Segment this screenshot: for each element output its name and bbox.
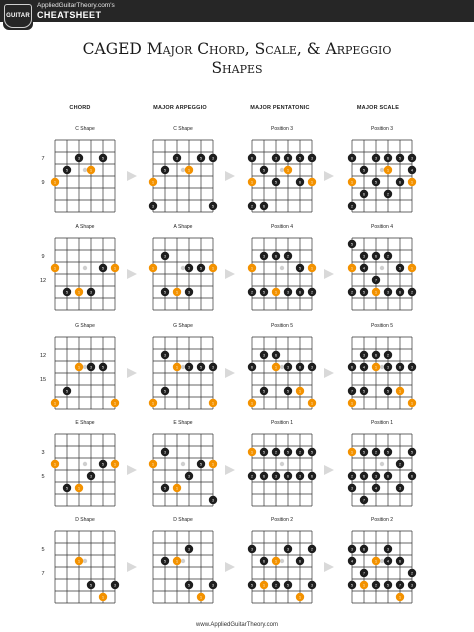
note-degree: 5 xyxy=(102,462,104,467)
diagram-label: C Shape xyxy=(173,126,193,132)
note-degree: 6 xyxy=(299,365,301,370)
inlay-dot xyxy=(83,462,87,466)
note-degree: 7 xyxy=(351,389,353,394)
inlay-dot xyxy=(181,266,185,270)
note-degree: 6 xyxy=(375,353,377,358)
note-degree: 3 xyxy=(90,365,92,370)
note-degree: 1 xyxy=(54,180,56,185)
note-degree: 6 xyxy=(299,290,301,295)
note-degree: 5 xyxy=(263,290,265,295)
note-degree: 5 xyxy=(200,266,202,271)
note-degree: 1 xyxy=(188,168,190,173)
note-degree: 3 xyxy=(188,290,190,295)
footer-url[interactable]: www.AppliedGuitarTheory.com xyxy=(196,622,278,628)
note-degree: 5 xyxy=(200,365,202,370)
note-degree: 3 xyxy=(399,486,401,491)
note-degree: 1 xyxy=(176,290,178,295)
note-degree: 6 xyxy=(363,547,365,552)
inlay-dot xyxy=(181,462,185,466)
diagram-label: Position 2 xyxy=(371,517,393,523)
note-degree: 5 xyxy=(387,583,389,588)
note-degree: 5 xyxy=(102,365,104,370)
note-degree: 1 xyxy=(411,401,413,406)
note-degree: 6 xyxy=(263,474,265,479)
note-degree: 5 xyxy=(263,450,265,455)
note-degree: 7 xyxy=(375,278,377,283)
note-degree: 3 xyxy=(152,204,154,209)
inlay-dot xyxy=(280,365,284,369)
note-degree: 5 xyxy=(164,559,166,564)
arrow-icon xyxy=(324,171,334,181)
note-degree: 3 xyxy=(351,486,353,491)
note-degree: 5 xyxy=(351,583,353,588)
note-degree: 3 xyxy=(375,156,377,161)
note-degree: 5 xyxy=(363,168,365,173)
note-degree: 1 xyxy=(251,450,253,455)
note-degree: 1 xyxy=(311,180,313,185)
note-degree: 1 xyxy=(351,450,353,455)
fret-number: 15 xyxy=(39,377,47,383)
note-degree: 3 xyxy=(212,498,214,503)
note-degree: 3 xyxy=(387,290,389,295)
diagram-label: A Shape xyxy=(173,224,193,230)
note-degree: 7 xyxy=(363,571,365,576)
note-degree: 4 xyxy=(351,559,353,564)
diagram-label: D Shape xyxy=(75,517,95,523)
note-degree: 5 xyxy=(387,389,389,394)
note-degree: 2 xyxy=(311,290,313,295)
note-degree: 1 xyxy=(263,583,265,588)
note-degree: 3 xyxy=(164,450,166,455)
note-degree: 1 xyxy=(375,290,377,295)
note-degree: 1 xyxy=(54,266,56,271)
note-degree: 5 xyxy=(212,204,214,209)
fret-number: 7 xyxy=(41,571,45,577)
note-degree: 2 xyxy=(351,290,353,295)
column-header-chord: CHORD xyxy=(69,105,91,111)
note-degree: 1 xyxy=(251,180,253,185)
note-degree: 1 xyxy=(275,559,277,564)
fret-number: 3 xyxy=(41,450,45,456)
inlay-dot xyxy=(380,559,384,563)
note-degree: 1 xyxy=(287,168,289,173)
fret-number: 7 xyxy=(41,156,45,162)
note-degree: 1 xyxy=(275,365,277,370)
note-degree: 4 xyxy=(363,365,365,370)
note-degree: 5 xyxy=(311,450,313,455)
arrow-icon xyxy=(324,465,334,475)
note-degree: 6 xyxy=(375,254,377,259)
note-degree: 2 xyxy=(299,450,301,455)
note-degree: 3 xyxy=(363,353,365,358)
note-degree: 5 xyxy=(299,266,301,271)
note-degree: 1 xyxy=(375,559,377,564)
note-degree: 2 xyxy=(311,547,313,552)
note-degree: 3 xyxy=(275,156,277,161)
note-degree: 5 xyxy=(399,156,401,161)
note-degree: 1 xyxy=(251,266,253,271)
note-degree: 4 xyxy=(363,266,365,271)
note-degree: 1 xyxy=(387,168,389,173)
note-degree: 1 xyxy=(212,266,214,271)
inlay-dot xyxy=(280,266,284,270)
note-degree: 5 xyxy=(66,168,68,173)
note-degree: 1 xyxy=(399,595,401,600)
diagram-label: E Shape xyxy=(75,420,95,426)
inlay-dot xyxy=(380,168,384,172)
note-degree: 3 xyxy=(275,474,277,479)
note-degree: 6 xyxy=(287,474,289,479)
note-degree: 3 xyxy=(176,156,178,161)
note-degree: 1 xyxy=(363,583,365,588)
note-degree: 3 xyxy=(387,547,389,552)
fret-number: 5 xyxy=(41,474,45,480)
note-degree: 5 xyxy=(351,242,353,247)
note-degree: 6 xyxy=(387,156,389,161)
note-degree: 6 xyxy=(311,474,313,479)
note-degree: 6 xyxy=(299,180,301,185)
note-degree: 1 xyxy=(176,365,178,370)
site-name: AppliedGuitarTheory.com's xyxy=(37,2,115,9)
inlay-dot xyxy=(380,462,384,466)
note-degree: 6 xyxy=(251,156,253,161)
note-degree: 5 xyxy=(188,266,190,271)
note-degree: 1 xyxy=(351,401,353,406)
fret-number: 9 xyxy=(41,180,45,186)
note-degree: 1 xyxy=(212,401,214,406)
note-degree: 3 xyxy=(188,474,190,479)
note-degree: 2 xyxy=(275,583,277,588)
note-degree: 3 xyxy=(387,365,389,370)
arrow-icon xyxy=(225,269,235,279)
note-degree: 1 xyxy=(311,266,313,271)
note-degree: 6 xyxy=(299,559,301,564)
note-degree: 6 xyxy=(263,559,265,564)
note-degree: 6 xyxy=(411,474,413,479)
note-degree: 1 xyxy=(114,401,116,406)
note-degree: 1 xyxy=(114,462,116,467)
page-title: CAGED Major Chord, Scale, & Arpeggio xyxy=(82,40,392,58)
fret-number: 5 xyxy=(41,547,45,553)
note-degree: 4 xyxy=(411,168,413,173)
note-degree: 3 xyxy=(164,254,166,259)
note-degree: 2 xyxy=(251,290,253,295)
note-degree: 2 xyxy=(375,450,377,455)
note-degree: 3 xyxy=(114,583,116,588)
note-degree: 6 xyxy=(387,474,389,479)
arrow-icon xyxy=(225,465,235,475)
note-degree: 3 xyxy=(411,583,413,588)
arrow-icon xyxy=(127,171,137,181)
note-degree: 1 xyxy=(275,290,277,295)
note-degree: 4 xyxy=(387,559,389,564)
note-degree: 1 xyxy=(152,401,154,406)
note-degree: 1 xyxy=(54,401,56,406)
note-degree: 6 xyxy=(287,156,289,161)
note-degree: 7 xyxy=(399,583,401,588)
diagram-label: Position 3 xyxy=(371,126,393,132)
diagram-label: Position 1 xyxy=(371,420,393,426)
arrow-icon xyxy=(324,269,334,279)
note-degree: 1 xyxy=(78,290,80,295)
note-degree: 1 xyxy=(311,401,313,406)
note-degree: 3 xyxy=(78,156,80,161)
arrow-icon xyxy=(127,269,137,279)
note-degree: 5 xyxy=(200,462,202,467)
note-degree: 5 xyxy=(363,389,365,394)
note-degree: 5 xyxy=(66,290,68,295)
note-degree: 1 xyxy=(411,266,413,271)
inlay-dot xyxy=(380,365,384,369)
note-degree: 1 xyxy=(299,595,301,600)
note-degree: 1 xyxy=(152,462,154,467)
note-degree: 5 xyxy=(164,389,166,394)
note-degree: 1 xyxy=(176,559,178,564)
inlay-dot xyxy=(83,559,87,563)
diagram-label: A Shape xyxy=(75,224,95,230)
fret-number: 12 xyxy=(39,278,47,284)
note-degree: 2 xyxy=(287,254,289,259)
column-header-pentatonic: MAJOR PENTATONIC xyxy=(250,105,310,111)
note-degree: 5 xyxy=(399,266,401,271)
arrow-icon xyxy=(225,562,235,572)
note-degree: 3 xyxy=(375,474,377,479)
inlay-dot xyxy=(181,365,185,369)
arrow-icon xyxy=(324,562,334,572)
note-degree: 3 xyxy=(263,254,265,259)
note-degree: 2 xyxy=(351,204,353,209)
arrow-icon xyxy=(127,368,137,378)
inlay-dot xyxy=(380,266,384,270)
note-degree: 3 xyxy=(311,156,313,161)
inlay-dot xyxy=(83,365,87,369)
note-degree: 3 xyxy=(251,547,253,552)
note-degree: 1 xyxy=(351,266,353,271)
note-degree: 2 xyxy=(411,290,413,295)
note-degree: 3 xyxy=(287,365,289,370)
diagram-label: G Shape xyxy=(75,323,95,329)
diagram-label: Position 5 xyxy=(371,323,393,329)
note-degree: 6 xyxy=(363,474,365,479)
diagram-label: Position 3 xyxy=(271,126,293,132)
note-degree: 5 xyxy=(251,583,253,588)
note-degree: 1 xyxy=(176,486,178,491)
note-degree: 5 xyxy=(287,450,289,455)
note-degree: 5 xyxy=(287,389,289,394)
note-degree: 3 xyxy=(287,290,289,295)
note-degree: 1 xyxy=(200,595,202,600)
note-degree: 2 xyxy=(251,204,253,209)
note-degree: 3 xyxy=(90,290,92,295)
inlay-dot xyxy=(83,168,87,172)
note-degree: 2 xyxy=(375,583,377,588)
note-degree: 5 xyxy=(299,156,301,161)
note-degree: 1 xyxy=(399,389,401,394)
note-degree: 5 xyxy=(66,486,68,491)
note-degree: 1 xyxy=(114,266,116,271)
note-degree: 5 xyxy=(164,168,166,173)
note-degree: 1 xyxy=(152,266,154,271)
note-degree: 6 xyxy=(399,365,401,370)
diagram-label: Position 1 xyxy=(271,420,293,426)
note-degree: 3 xyxy=(212,156,214,161)
note-degree: 6 xyxy=(275,254,277,259)
note-degree: 5 xyxy=(363,450,365,455)
note-degree: 2 xyxy=(387,254,389,259)
note-degree: 5 xyxy=(188,583,190,588)
arrow-icon xyxy=(225,171,235,181)
inlay-dot xyxy=(280,462,284,466)
note-degree: 5 xyxy=(66,389,68,394)
inlay-dot xyxy=(280,168,284,172)
note-degree: 3 xyxy=(363,254,365,259)
note-degree: 5 xyxy=(263,389,265,394)
note-degree: 6 xyxy=(251,365,253,370)
note-degree: 1 xyxy=(54,462,56,467)
note-degree: 6 xyxy=(351,156,353,161)
arrow-icon xyxy=(324,368,334,378)
diagram-label: Position 4 xyxy=(371,224,393,230)
fret-number: 12 xyxy=(39,353,47,359)
note-degree: 5 xyxy=(200,156,202,161)
note-degree: 6 xyxy=(263,204,265,209)
diagram-label: Position 4 xyxy=(271,224,293,230)
note-degree: 2 xyxy=(275,450,277,455)
note-degree: 6 xyxy=(399,180,401,185)
note-degree: 3 xyxy=(287,547,289,552)
arrow-icon xyxy=(127,562,137,572)
note-degree: 5 xyxy=(102,156,104,161)
note-degree: 5 xyxy=(90,583,92,588)
note-degree: 2 xyxy=(387,353,389,358)
note-degree: 6 xyxy=(351,365,353,370)
note-degree: 3 xyxy=(411,365,413,370)
diagram-label: Position 5 xyxy=(271,323,293,329)
note-degree: 1 xyxy=(102,595,104,600)
note-degree: 1 xyxy=(78,486,80,491)
sheet-title: CHEATSHEET xyxy=(37,10,102,20)
fret-number: 9 xyxy=(41,254,45,260)
note-degree: 6 xyxy=(275,353,277,358)
note-degree: 5 xyxy=(275,180,277,185)
note-degree: 3 xyxy=(212,365,214,370)
note-degree: 1 xyxy=(78,559,80,564)
note-degree: 5 xyxy=(164,290,166,295)
note-degree: 3 xyxy=(411,156,413,161)
note-degree: 1 xyxy=(78,365,80,370)
note-degree: 6 xyxy=(399,290,401,295)
note-degree: 6 xyxy=(363,192,365,197)
note-degree: 4 xyxy=(375,486,377,491)
note-degree: 5 xyxy=(375,180,377,185)
column-header-arpeggio: MAJOR ARPEGGIO xyxy=(153,105,207,111)
note-degree: 5 xyxy=(411,450,413,455)
column-header-scale: MAJOR SCALE xyxy=(356,105,400,111)
note-degree: 1 xyxy=(251,401,253,406)
note-degree: 2 xyxy=(387,192,389,197)
note-degree: 3 xyxy=(311,583,313,588)
diagram-label: C Shape xyxy=(75,126,95,132)
inlay-dot xyxy=(181,168,185,172)
note-degree: 3 xyxy=(212,583,214,588)
inlay-dot xyxy=(181,559,185,563)
note-degree: 3 xyxy=(311,365,313,370)
note-degree: 3 xyxy=(188,547,190,552)
note-degree: 7 xyxy=(363,498,365,503)
diagram-label: E Shape xyxy=(173,420,193,426)
note-degree: 2 xyxy=(351,474,353,479)
logo-text: GUITAR xyxy=(6,12,30,19)
arrow-icon xyxy=(127,465,137,475)
inlay-dot xyxy=(83,266,87,270)
note-degree: 1 xyxy=(90,168,92,173)
page-title-line-2: Shapes xyxy=(211,59,263,77)
note-degree: 5 xyxy=(263,168,265,173)
note-degree: 1 xyxy=(351,180,353,185)
note-degree: 3 xyxy=(164,353,166,358)
note-degree: 5 xyxy=(387,450,389,455)
note-degree: 5 xyxy=(287,583,289,588)
diagram-label: D Shape xyxy=(173,517,193,523)
note-degree: 6 xyxy=(399,559,401,564)
note-degree: 3 xyxy=(351,547,353,552)
note-degree: 1 xyxy=(299,389,301,394)
diagram-label: G Shape xyxy=(173,323,193,329)
note-degree: 2 xyxy=(411,571,413,576)
inlay-dot xyxy=(280,559,284,563)
note-degree: 3 xyxy=(90,474,92,479)
note-degree: 1 xyxy=(152,180,154,185)
note-degree: 1 xyxy=(212,462,214,467)
arrow-icon xyxy=(225,368,235,378)
note-degree: 3 xyxy=(188,365,190,370)
diagram-label: Position 2 xyxy=(271,517,293,523)
note-degree: 2 xyxy=(251,474,253,479)
note-degree: 5 xyxy=(164,486,166,491)
note-degree: 1 xyxy=(375,365,377,370)
note-degree: 3 xyxy=(263,353,265,358)
note-degree: 2 xyxy=(399,462,401,467)
note-degree: 3 xyxy=(299,474,301,479)
note-degree: 1 xyxy=(411,180,413,185)
note-degree: 5 xyxy=(102,266,104,271)
note-degree: 5 xyxy=(363,290,365,295)
